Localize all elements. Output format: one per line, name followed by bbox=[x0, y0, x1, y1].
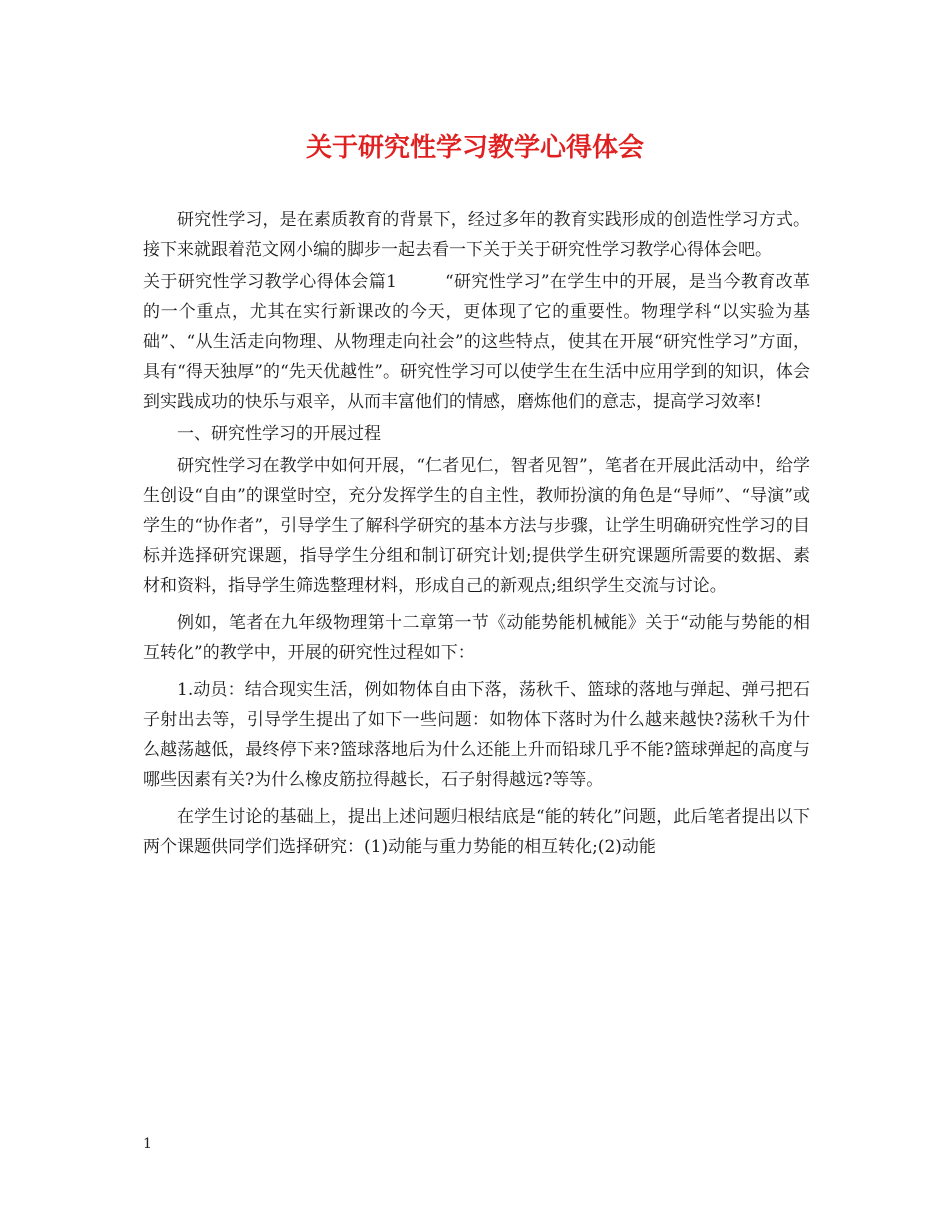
body-paragraph: 例如，笔者在九年级物理第十二章第一节《动能势能机械能》关于“动能与势能的相互转化”的教学中，开展的研究性过程如下： bbox=[143, 613, 810, 663]
body-paragraph: 1.动员：结合现实生活，例如物体自由下落，荡秋千、篮球的落地与弹起、弹弓把石子射出去等，引导学生提出了如下一些问题：如物体下落时为什么越来越快?荡秋千为什么越荡越低，最终停下来?篮球落地后为什么还能上升而铅球几乎不能?篮球弹起的高度与哪些因素有关?为什么橡皮筋拉得越长，石子射得越远?等等。 bbox=[143, 680, 810, 790]
intro-paragraph: 研究性学习，是在素质教育的背景下，经过多年的教育实践形成的创造性学习方式。接下来就跟着范文网小编的脚步一起去看一下关于关于研究性学习教学心得体会吧。 bbox=[143, 210, 810, 260]
section-heading: 关于研究性学习教学心得体会篇1 bbox=[143, 272, 397, 292]
page-number: 1 bbox=[143, 1136, 152, 1152]
section-body-text: “研究性学习”在学生中的开展，是当今教育改革的一个重点，尤其在实行新课改的今天，更体现了它的重要性。物理学科“以实验为基础”、“从生活走向物理、从物理走向社会”的这些特点，使其在开展“研究性学习”方面，具有“得天独厚”的“先天优越性”。研究性学习可以使学生在生活中应用学到的知识，体会到实践成功的快乐与艰辛，从而丰富他们的情感，磨炼他们的意志，提高学习效率! bbox=[143, 272, 810, 412]
body-paragraph: 研究性学习在教学中如何开展，“仁者见仁，智者见智”，笔者在开展此活动中，给学生创设“自由”的课堂时空，充分发挥学生的自主性，教师扮演的角色是“导师”、“导演”或学生的“协作者”，引导学生了解科学研究的基本方法与步骤，让学生明确研究性学习的目标并选择研究课题，指导学生分组和制订研究计划;提供学生研究课题所需要的数据、素材和资料，指导学生筛选整理材料，形成自己的新观点;组织学生交流与讨论。 bbox=[143, 456, 810, 596]
subheading-process: 一、研究性学习的开展过程 bbox=[177, 424, 381, 444]
body-paragraph: 在学生讨论的基础上，提出上述问题归根结底是“能的转化”问题，此后笔者提出以下两个课题供同学们选择研究：(1)动能与重力势能的相互转化;(2)动能 bbox=[143, 807, 810, 857]
document-body bbox=[143, 205, 810, 869]
document-title: 关于研究性学习教学心得体会 bbox=[305, 133, 644, 163]
section-paragraph bbox=[143, 267, 810, 417]
